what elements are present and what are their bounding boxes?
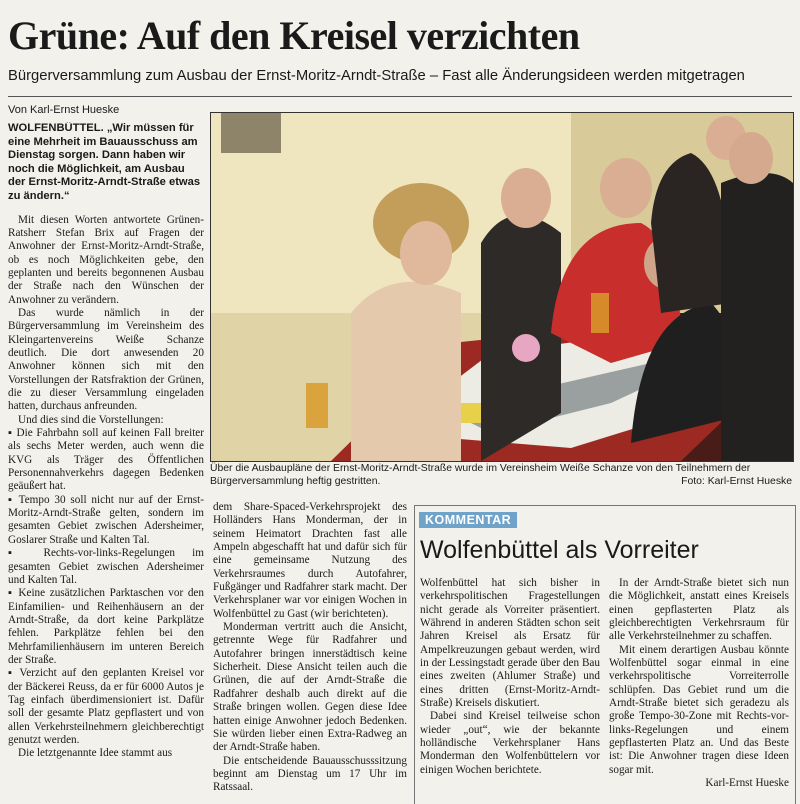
kommentar-label: KOMMENTAR (419, 512, 517, 528)
body-paragraph: Das wurde nämlich in der Bürgerversammlung im Vereinsheim des Kleingartenvereins Weiße Schanze deutlich. Die dort anwesenden 20 Anwohner können sich mit den Vorstellungen der Ratsfraktion der Grünen, die zu dieser Versammlung eingeladen hatten, durchaus anfreunden. (8, 306, 204, 413)
lead-text: „Wir müssen für eine Mehrheit im Bauausschuss am Dienstag sorgen. Dann haben wir noch die Möglichkeit, am Ausbau der Ernst-Moritz-Arndt-Straße etwas zu ändern.“ (8, 122, 201, 202)
divider (8, 96, 792, 97)
body-paragraph: Die letztgenannte Idee stammt aus (18, 747, 173, 760)
byline: Von Karl-Ernst Hueske (8, 104, 120, 116)
body-paragraph: Und dies sind die Vorstellungen: (18, 413, 164, 426)
subheadline: Bürgerversammlung zum Ausbau der Ernst-Moritz-Arndt-Straße – Fast alle Änderungsideen werden mitgetragen (8, 68, 745, 84)
list-item: ▪ Die Fahrbahn soll auf keinen Fall breiter als sechs Meter werden, auch wenn die KVG als Träger des Öffentlichen Personennahverkehrs dagegen Bedenken geäußert hat. (8, 427, 204, 493)
meeting-photo (210, 112, 794, 462)
article-column-1 (8, 122, 204, 803)
body-paragraph: Dabei sind Kreisel teilweise schon wieder „out“, wie der bekannte holländische Verkehrsplaner Hans Monderman den Wolfenbüttelern vor einigen Wochen berichtete. (420, 710, 600, 776)
article-column-2 (213, 501, 407, 803)
body-paragraph: dem Share-Spaced-Verkehrsprojekt des Holländers Hans Monderman, der in seinem Heimatort Drachten fast alle Ampeln abgeschafft hat und dafür sich für eine gemeinsame Nutzung des Verkehrsraumes durch Autofahrer, Fußgänger und Radfahrer stark macht. Der Verkehrsplaner war vor einigen Wochen in Wolfenbüttel zu Gast (wir berichteten). (213, 501, 407, 620)
photo-credit: Foto: Karl-Ernst Hueske (681, 476, 792, 487)
body-paragraph: Mit einem derartigen Ausbau könnte Wolfenbüttel sogar einmal in eine verkehrspolitische Vorreiterrolle schlüpfen. Das Gebiet rund um die Arndt-Straße bietet sich geradezu als große Tempo-30-Zone mit Rechts-vor-links-Regelungen und einem gepflasterten Platz an. Und das Beste ist: Die Anwohner tragen diese Ideen sogar mit. (609, 643, 789, 776)
lead-paragraph (8, 122, 204, 204)
list-item: ▪ Tempo 30 soll nicht nur auf der Ernst-Moritz-Arndt-Straße gelten, sondern im gesamten Gebiet zwischen Adersheimer, Goslarer Straße und Kalten Tal. (8, 493, 204, 546)
body-paragraph: Mit diesen Worten antwortete Grünen-Ratsherr Stefan Brix auf Fragen der Anwohner der Ernst-Moritz-Arndt-Straße, ob es noch Möglichkeiten gebe, den geplanten und bereits begonnenen Ausbau der Straße nach den Wünschen der Anwohner zu verändern. (8, 213, 204, 306)
body-paragraph: In der Arndt-Straße bietet sich nun die Möglichkeit, anstatt eines Kreisels einen gepflasterten Platz als gleichberechtigten Verkehrsraum für alle Verkehrsteilnehmer zu schaffen. (609, 577, 789, 643)
kommentar-signature: Karl-Ernst Hueske (705, 777, 789, 790)
caption-text: Über die Ausbaupläne der Ernst-Moritz-Arndt-Straße wurde im Vereinsheim Weiße Schanze von den Teilnehmern der Bürgerversammlung heftig gestritten. (210, 463, 751, 487)
photo-caption (210, 462, 792, 488)
kommentar-column-2 (609, 577, 789, 803)
body-paragraph: Die entscheidende Bauausschusssitzung beginnt am Dienstag um 17 Uhr im Ratssaal. (213, 754, 407, 794)
body-paragraph: Wolfenbüttel hat sich bisher in verkehrspolitischen Fragestellungen nicht gerade als Vorreiter präsentiert. Während in anderen Städten schon seit Jahren Kreisel als Ersatz für Ampelkreuzungen gebaut werden, wird in der Lessingstadt gerade über den Bau eines zweiten (Ahlumer Straße) und eines dritten (Ernst-Moritz-Arndt-Straße) Kreisels diskutiert. (420, 577, 600, 710)
list-item: ▪ Verzicht auf den geplanten Kreisel vor der Bäckerei Reuss, da er für 6000 Autos je Tag einfach überdimensioniert ist. Dafür soll der gesamte Platz gepflastert und von allen Verkehrsteilnehmern gleichberechtigt genutzt werden. (8, 667, 204, 746)
dateline: WOLFENBÜTTEL. (8, 122, 104, 134)
headline: Grüne: Auf den Kreisel verzichten (8, 13, 580, 58)
list-item: ▪ Keine zusätzlichen Parktaschen vor den Einfamilien- und Reihenhäusern an der Arndt-Straße, da dort keine Parkplätze fehlen. Parkplätze fehlen bei den Mehrfamilienhäusern im unteren Bereich der Straße. (8, 587, 204, 666)
kommentar-title: Wolfenbüttel als Vorreiter (420, 536, 699, 564)
kommentar-column-1 (420, 577, 600, 803)
body-paragraph: Monderman vertritt auch die Ansicht, getrennte Wege für Radfahrer und Autofahrer bringen innerstädtisch keine Sicherheit. Diese Ansicht teilen auch die Grünen, die auf der Arndt-Straße die Radfahrer deshalb auch direkt auf die Straße bringen wollen. Gegen diese Idee hatten einige Anwohner jedoch Bedenken. Sie würden lieber einen Extra-Radweg an der Arndt-Straße haben. (213, 621, 407, 754)
list-item: ▪ Rechts-vor-links-Regelungen im gesamten Gebiet zwischen Adersheimer und Kalten Tal. (8, 547, 204, 586)
